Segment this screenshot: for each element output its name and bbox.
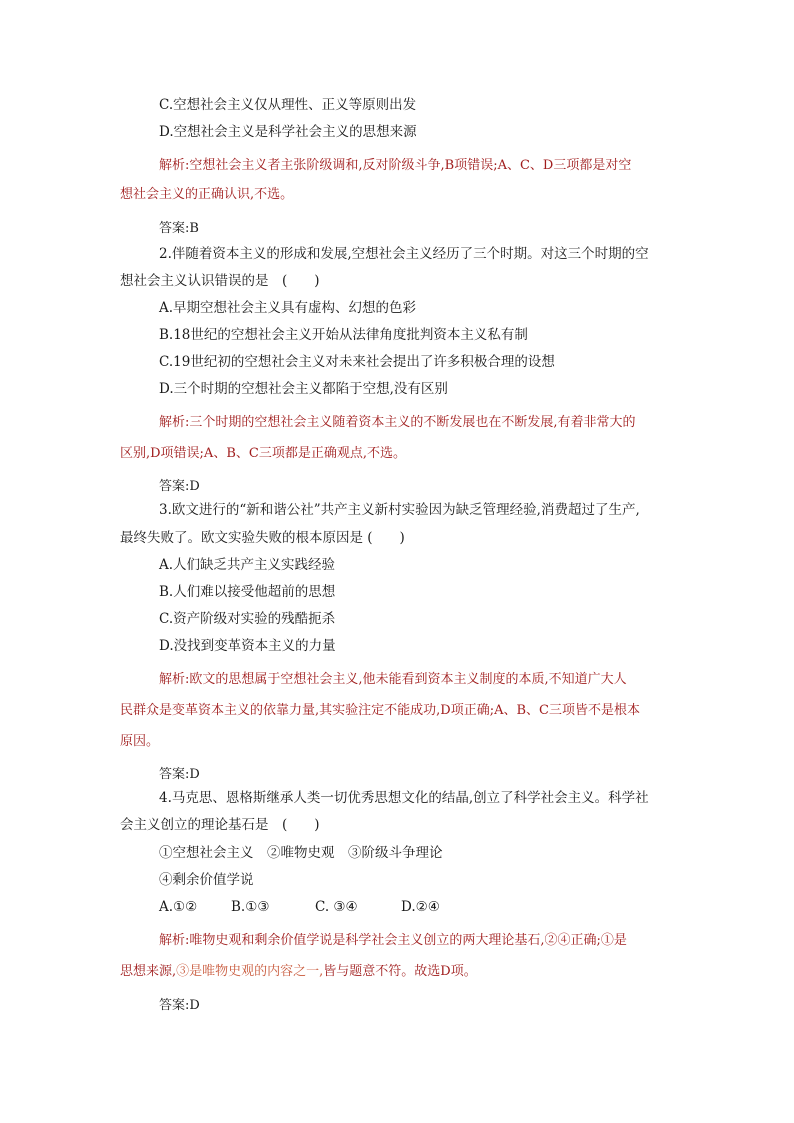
q4-stem-line-2: 会主义创立的理论基石是 ( )	[120, 817, 320, 833]
q4-choice-a: A.①②	[159, 899, 198, 915]
q2-option-c: C.19世纪初的空想社会主义对未来社会提出了许多积极合理的设想	[159, 354, 555, 370]
q2-stem-line-2: 想社会主义认识错误的是 ( )	[120, 273, 320, 289]
q2-analysis-line-1: 解析:三个时期的空想社会主义随着资本主义的不断发展也在不断发展,有着非常大的	[159, 415, 636, 430]
q4-items-line-1: ①空想社会主义 ②唯物史观 ③阶级斗争理论	[159, 845, 443, 861]
q4-answer: 答案:D	[159, 998, 200, 1013]
q4-choice-c: C. ③④	[315, 899, 358, 915]
q4-choice-d: D.②④	[401, 899, 440, 915]
q2-answer: 答案:D	[159, 479, 200, 494]
q1-answer: 答案:B	[159, 221, 199, 236]
q4-analysis-part-1: 思想来源,	[120, 964, 177, 979]
q1-analysis-line-1: 解析:空想社会主义者主张阶级调和,反对阶级斗争,B项错误;A、C、D三项都是对空	[159, 158, 632, 173]
q3-option-d: D.没找到变革资本主义的力量	[159, 638, 336, 654]
q2-option-a: A.早期空想社会主义具有虚构、幻想的色彩	[159, 300, 417, 316]
q4-analysis-line-2	[120, 963, 477, 981]
q3-stem-line-1: 3.欧文进行的“新和谐公社”共产主义新村实验因为缺乏管理经验,消费超过了生产,	[159, 502, 640, 518]
q4-choice-b: B.①③	[231, 899, 270, 915]
q2-option-d: D.三个时期的空想社会主义都陷于空想,没有区别	[159, 381, 448, 397]
q1-analysis-line-2: 想社会主义的正确认识,不选。	[120, 187, 294, 202]
q3-analysis-line-2: 民群众是变革资本主义的依靠力量,其实验注定不能成功,D项正确;A、B、C三项皆不是根本	[120, 703, 640, 718]
q4-items-line-2: ④剩余价值学说	[159, 872, 254, 888]
q4-stem-line-1: 4.马克思、恩格斯继承人类一切优秀思想文化的结晶,创立了科学社会主义。科学社	[159, 790, 649, 806]
q3-option-a: A.人们缺乏共产主义实践经验	[159, 557, 336, 573]
q1-option-c: C.空想社会主义仅从理性、正义等原则出发	[159, 97, 417, 113]
q2-option-b: B.18世纪的空想社会主义开始从法律角度批判资本主义私有制	[159, 327, 528, 343]
q4-analysis-part-2: ③是唯物史观的内容之一,	[176, 964, 324, 979]
q2-analysis-line-2: 区别,D项错误;A、B、C三项都是正确观点,不选。	[120, 446, 406, 461]
q3-answer: 答案:D	[159, 767, 200, 782]
q3-option-c: C.资产阶级对实验的残酷扼杀	[159, 611, 336, 627]
q4-analysis-part-3: 皆与题意不符。故选D项。	[323, 964, 477, 979]
q3-analysis-line-3: 原因。	[120, 734, 160, 749]
q4-analysis-line-1: 解析:唯物史观和剩余价值学说是科学社会主义创立的两大理论基石,②④正确;①是	[159, 933, 627, 948]
q3-option-b: B.人们难以接受他超前的思想	[159, 584, 336, 600]
q3-stem-line-2: 最终失败了。欧文实验失败的根本原因是 ( )	[120, 530, 405, 546]
q3-analysis-line-1: 解析:欧文的思想属于空想社会主义,他未能看到资本主义制度的本质,不知道广大人	[159, 672, 627, 687]
q2-stem-line-1: 2.伴随着资本主义的形成和发展,空想社会主义经历了三个时期。对这三个时期的空	[159, 246, 649, 262]
q4-choices	[159, 898, 440, 916]
q1-option-d: D.空想社会主义是科学社会主义的思想来源	[159, 124, 417, 140]
